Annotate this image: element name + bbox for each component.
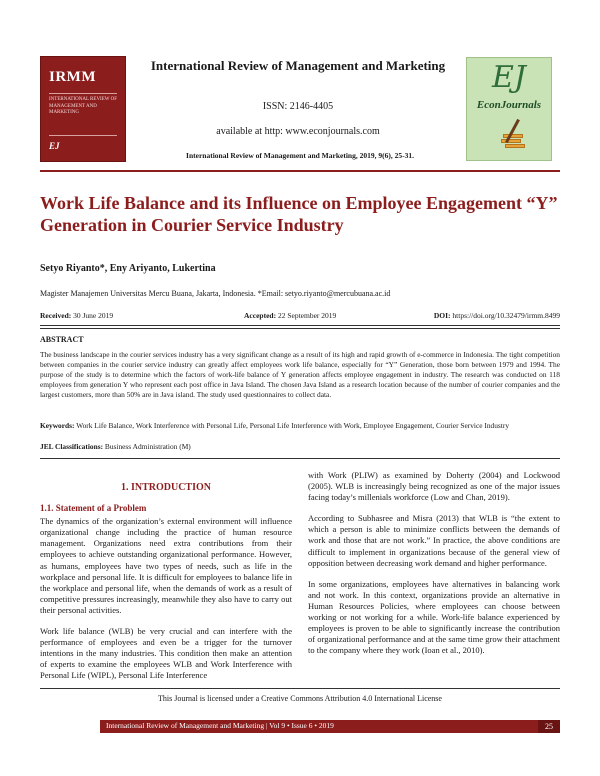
doi-label: DOI: bbox=[433, 311, 451, 320]
license-notice: This Journal is licensed under a Creative Commons Attribution 4.0 International License bbox=[158, 694, 442, 703]
irmm-logo-ej-mark: EJ bbox=[49, 141, 60, 151]
irmm-logo bbox=[40, 56, 126, 162]
irmm-logo-subtext-2: MANAGEMENT AND MARKETING bbox=[49, 104, 97, 115]
journal-citation: International Review of Management and Marketing, 2019, 9(6), 25-31. bbox=[186, 151, 414, 160]
dates-rule bbox=[40, 325, 560, 326]
received-date bbox=[40, 311, 113, 320]
econjournals-logo bbox=[466, 57, 552, 161]
paper-authors: Setyo Riyanto*, Eny Ariyanto, Lukertina bbox=[40, 263, 216, 274]
section-heading: 1. INTRODUCTION bbox=[120, 482, 211, 493]
accepted-value: 22 September 2019 bbox=[277, 311, 337, 320]
logo-divider bbox=[49, 135, 117, 136]
journal-issn: ISSN: 2146-4405 bbox=[262, 101, 334, 112]
abstract-text: The business landscape in the courier services industry has a very significant change as a result of its high and rapid growth of e-commerce in Indonesia. The tight competition between companies in the courier service industry can greatly affect employees work life balance, especially for “Y” Generation, those born between 1979 and 1994. The purpose of the study is to determine which the factors of work-life balance of Y generation affects employee engagement in industry. The research was conducted on 118 employees from generation Y who represent each post office in Java Island. The chosen Java Island as a research location because of the number of courier companies and the largest customers, more than 50% are in Java island. The study used questionnaires to collect data. bbox=[40, 350, 560, 399]
jel-classification bbox=[40, 442, 560, 452]
received-label: Received: bbox=[40, 311, 72, 320]
body-paragraph: The dynamics of the organization’s external environment will influence organizational change including the practice of human resource management. Organizations need extra contributions from their employees to achieve outstanding organizational performance. However, as humans, employees have two types of needs, such as life in the workplace and personal life. It is difficult for employees to balance life in the workplace and personal life, when the demands of work as a result of competitive pressures increasingly, meanwhile they also have to carry out their personal activities. bbox=[40, 516, 292, 615]
jel-label: JEL Classifications: bbox=[40, 442, 104, 451]
keywords bbox=[40, 421, 560, 431]
doi-link[interactable]: https://doi.org/10.32479/irmm.8499 bbox=[452, 311, 560, 320]
doi bbox=[434, 311, 560, 320]
dates-rule bbox=[40, 328, 560, 329]
received-value: 30 June 2019 bbox=[73, 311, 114, 320]
journal-title: International Review of Management and Marketing bbox=[150, 58, 446, 73]
body-column-right bbox=[308, 470, 560, 666]
body-paragraph: Work life balance (WLB) be very crucial and can interfere with the performance of employees and even be a trigger for the turnover intentions in the many industries. This condition then make an attention of experts to examine the employees WLB and Work Interference with Personal Life (WIPL), Personal Life Interference bbox=[40, 626, 292, 681]
econjournals-logo-mark: EJ bbox=[492, 60, 526, 95]
irmm-logo-subtext-1: INTERNATIONAL REVIEW OF bbox=[49, 97, 118, 102]
book-stack-icon bbox=[505, 144, 525, 148]
body-column-left bbox=[40, 482, 292, 692]
abstract-rule bbox=[40, 458, 560, 459]
subsection-heading: 1.1. Statement of a Problem bbox=[40, 503, 147, 514]
paper-title: Work Life Balance and its Influence on Employee Engagement “Y” Generation in Courier Service Industry bbox=[40, 193, 558, 235]
logo-divider bbox=[49, 93, 117, 94]
econjournals-logo-name: EconJournals bbox=[476, 99, 542, 111]
abstract-heading: ABSTRACT bbox=[40, 335, 84, 344]
journal-availability: available at http: www.econjournals.com bbox=[216, 126, 380, 137]
jel-value: Business Administration (M) bbox=[104, 442, 191, 451]
keywords-label: Keywords: bbox=[40, 421, 75, 430]
keywords-value: Work Life Balance, Work Interference with Personal Life, Personal Life Interference with Work, Employee Engagement, Courier Service Industry bbox=[76, 421, 510, 430]
accepted-label: Accepted: bbox=[244, 311, 277, 320]
irmm-logo-text: IRMM bbox=[49, 69, 96, 85]
body-paragraph: According to Subhasree and Misra (2013) that WLB is “the extent to which a person is able to minimize conflicts between the demands of work and those that are not work.” In practice, the above conditions are difficult to implement in organizations because of the general view of opposition between decreasing work demand and higher performance. bbox=[308, 513, 560, 568]
body-paragraph: In some organizations, employees have alternatives in balancing work and not work. In this context, organizations provide an alternative in Human Resources Policies, where employees can choose between working or not working for a while. Work-life balance experienced by employees is proven to be able to significantly increase the contribution of organizational performance and at the same time grow their attachment to the company where they work (Ioan et al., 2010). bbox=[308, 578, 560, 656]
body-paragraph: with Work (PLIW) as examined by Doherty (2004) and Lockwood (2005). WLB is increasingly being recognized as one of the major issues facing today’s millenials workforce (Low and Chan, 2019). bbox=[308, 470, 560, 503]
accepted-date bbox=[244, 311, 336, 320]
footer-journal-line: International Review of Management and Marketing | Vol 9 • Issue 6 • 2019 bbox=[106, 721, 334, 730]
header-rule bbox=[40, 170, 560, 172]
footer-bar bbox=[100, 720, 560, 733]
paper-affiliation: Magister Manajemen Universitas Mercu Buana, Jakarta, Indonesia. *Email: setyo.riyanto@mercubuana.ac.id bbox=[40, 289, 391, 298]
page-number: 25 bbox=[538, 720, 560, 733]
license-rule bbox=[40, 688, 560, 689]
